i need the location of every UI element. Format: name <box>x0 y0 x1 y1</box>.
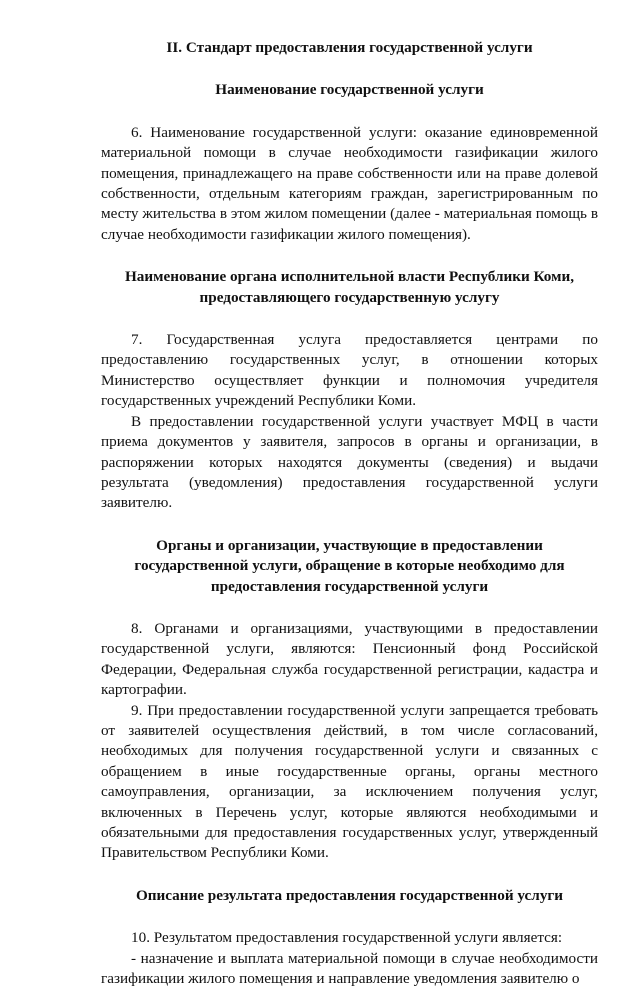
heading-organizations: Органы и организации, участвующие в предоставлении государственной услуги, обращение в которые необходимо для предоставления государственной услуги <box>134 536 565 595</box>
document-page <box>101 38 598 989</box>
block-service-name <box>101 123 598 245</box>
heading-authority: Наименование органа исполнительной власти Республики Коми, предоставляющего государственную услугу <box>124 268 574 306</box>
paragraph-8: 8. Органами и организациями, участвующими в предоставлении государственной услуги, являются: Пенсионный фонд Российской Федерации, Федеральная служба государственной регистрации, кадастра и картографии. <box>101 619 598 699</box>
block-result <box>101 928 598 989</box>
paragraph-10: 10. Результатом предоставления государственной услуги является: <box>131 929 563 947</box>
paragraph-mfc: В предоставлении государственной услуги участвует МФЦ в части приема документов у заявителя, запросов в органы и организации, в распоряжении которых находятся документы (сведения) и выдачи результата (уведомления) предоставления государственной услуги заявителю. <box>101 412 598 512</box>
block-organizations <box>101 619 598 864</box>
heading-result: Описание результата предоставления государственной услуги <box>135 886 564 904</box>
heading-service-name: Наименование государственной услуги <box>215 81 484 99</box>
paragraph-7: 7. Государственная услуга предоставляется центрами по предоставлению государственных услуг, в отношении которых Министерство осуществляет функции и полномочия учредителя государственных учреждений Республики Коми. <box>101 331 598 410</box>
paragraph-10-item: - назначение и выплата материальной помощи в случае необходимости газификации жилого помещения и направление уведомления заявителю о <box>101 949 598 988</box>
section-title: II. Стандарт предоставления государственной услуги <box>166 39 533 56</box>
block-authority <box>101 330 598 514</box>
paragraph-9: 9. При предоставлении государственной услуги запрещается требовать от заявителей осуществления действий, в том числе согласований, необходимых для получения государственной услуги и связанных с обращением в иные государственные органы, органы местного самоуправления, организации, за исключением получения услуг, включенных в Перечень услуг, которые являются необходимыми и обязательными для предоставления государственных услуг, утвержденный Правительством Республики Коми. <box>101 701 598 862</box>
paragraph-6: 6. Наименование государственной услуги: оказание единовременной материальной помощи в случае необходимости газификации жилого помещения, принадлежащего на праве собственности или на праве долевой собственности, отдельным категориям граждан, зарегистрированным по месту жительства в этом жилом помещении (далее - материальная помощь в случае необходимости газификации жилого помещения). <box>101 123 598 243</box>
